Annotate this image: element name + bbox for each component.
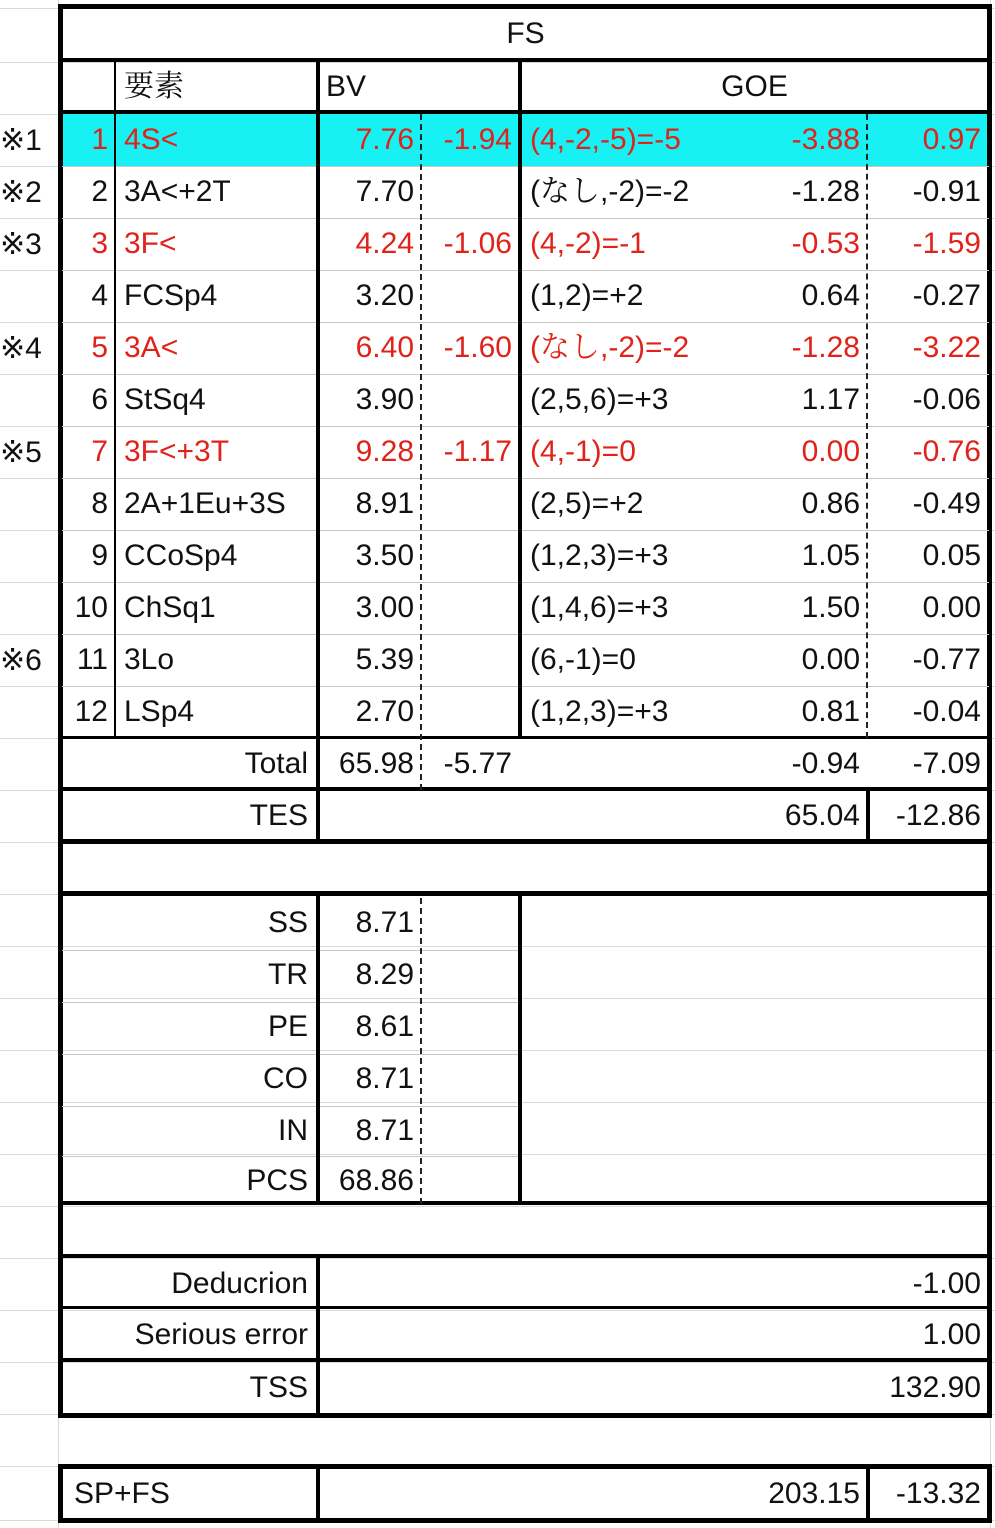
row-bv-adj[interactable] <box>422 582 520 634</box>
header-bv[interactable]: BV <box>326 70 367 103</box>
row-goe-value[interactable]: 0.00 <box>801 643 860 676</box>
row-element[interactable]: LSp4 <box>124 695 195 728</box>
row-bv-adj[interactable]: -1.94 <box>443 123 512 156</box>
header-goe[interactable]: GOE <box>721 70 788 103</box>
row-number[interactable]: 11 <box>76 643 108 676</box>
dashed-divider <box>420 898 422 1204</box>
row-bv-adj[interactable]: -1.17 <box>443 435 512 468</box>
row-element[interactable]: 3A< <box>124 331 179 364</box>
row-number[interactable]: 4 <box>91 279 108 312</box>
row-goe-calc[interactable]: (6,-1)=0 <box>530 643 636 676</box>
spfs-diff[interactable]: -13.32 <box>895 1477 981 1510</box>
row-separator <box>62 270 989 271</box>
row-number[interactable]: 9 <box>91 539 108 572</box>
border-line <box>62 1306 989 1309</box>
row-bv-adj[interactable] <box>422 270 520 322</box>
row-bv[interactable]: 3.20 <box>355 279 414 312</box>
row-goe-calc[interactable]: (4,-1)=0 <box>530 435 636 468</box>
row-separator <box>62 686 989 687</box>
row-diff[interactable]: 0.97 <box>922 123 981 156</box>
row-bv[interactable]: 9.28 <box>355 435 414 468</box>
border-line <box>114 62 116 738</box>
row-number[interactable]: 5 <box>91 331 108 364</box>
border-line <box>518 894 522 1204</box>
row-diff[interactable]: -0.76 <box>912 435 981 468</box>
row-separator <box>62 166 989 167</box>
row-bv[interactable]: 3.50 <box>355 539 414 572</box>
deduction-value[interactable]: -1.00 <box>912 1267 981 1300</box>
serious-error-value[interactable]: 1.00 <box>922 1318 981 1351</box>
row-goe-value[interactable]: -0.53 <box>791 227 860 260</box>
component-label[interactable]: IN <box>278 1114 308 1147</box>
tss-value[interactable]: 132.90 <box>889 1371 981 1404</box>
row-bv-adj[interactable] <box>422 478 520 530</box>
row-goe-value[interactable]: 1.50 <box>801 591 860 624</box>
row-goe-value[interactable]: 0.81 <box>801 695 860 728</box>
row-separator <box>62 478 989 479</box>
row-element[interactable]: FCSp4 <box>124 279 218 312</box>
row-diff[interactable]: -0.77 <box>912 643 981 676</box>
total-label[interactable]: Total <box>244 747 308 780</box>
row-bv-adj[interactable] <box>422 686 520 738</box>
row-element[interactable]: 3Lo <box>124 643 175 676</box>
component-label[interactable]: PCS <box>246 1164 308 1197</box>
border-line <box>518 62 522 738</box>
row-goe-calc[interactable]: (1,4,6)=+3 <box>530 591 669 624</box>
tss-label[interactable]: TSS <box>249 1371 308 1404</box>
row-diff[interactable]: -0.27 <box>912 279 981 312</box>
row-bv-adj[interactable]: -1.06 <box>443 227 512 260</box>
border-line <box>866 1468 870 1520</box>
tes-diff[interactable]: -12.86 <box>895 799 981 832</box>
total-bv-adj[interactable]: -5.77 <box>443 747 512 780</box>
row-goe-calc[interactable]: (1,2,3)=+3 <box>530 539 669 572</box>
border-line <box>316 1468 320 1520</box>
row-bv-adj[interactable] <box>422 634 520 686</box>
border-line <box>866 790 870 842</box>
border-line <box>62 58 989 62</box>
header-element[interactable]: 要素 <box>124 70 184 103</box>
row-bv-adj[interactable] <box>422 166 520 218</box>
row-diff[interactable]: -0.91 <box>912 175 981 208</box>
border-line <box>316 1258 320 1414</box>
row-goe-value[interactable]: -1.28 <box>791 175 860 208</box>
row-separator <box>62 1002 520 1003</box>
row-bv[interactable]: 8.91 <box>355 487 414 520</box>
component-value[interactable]: 8.61 <box>355 1010 414 1043</box>
row-diff[interactable]: -1.59 <box>912 227 981 260</box>
row-number[interactable]: 1 <box>91 123 108 156</box>
row-separator <box>62 1156 520 1157</box>
row-separator <box>62 218 989 219</box>
table-title[interactable]: FS <box>506 17 545 50</box>
tes-value[interactable]: 65.04 <box>784 799 860 832</box>
serious-error-label[interactable]: Serious error <box>134 1318 308 1351</box>
component-label[interactable]: SS <box>267 906 308 939</box>
deduction-label[interactable]: Deducrion <box>171 1267 308 1300</box>
tes-label[interactable]: TES <box>249 799 308 832</box>
gridline <box>0 1206 995 1207</box>
border-line <box>316 894 320 1204</box>
border-line <box>58 4 63 1418</box>
border-line <box>987 4 992 1418</box>
row-element[interactable]: 3F< <box>124 227 177 260</box>
row-goe-calc[interactable]: (なし,-2)=-2 <box>530 175 690 208</box>
border-line <box>58 4 992 9</box>
row-bv-adj[interactable] <box>422 530 520 582</box>
row-goe-calc[interactable]: (なし,-2)=-2 <box>530 331 690 364</box>
row-separator <box>62 1106 520 1107</box>
row-bv[interactable]: 5.39 <box>355 643 414 676</box>
row-goe-value[interactable]: 1.05 <box>801 539 860 572</box>
row-bv-adj[interactable] <box>422 374 520 426</box>
border-line <box>58 1413 992 1418</box>
row-goe-calc[interactable]: (2,5,6)=+3 <box>530 383 669 416</box>
row-note-mark: ※2 <box>0 175 42 209</box>
border-line <box>62 1254 989 1258</box>
border-line <box>62 839 989 844</box>
row-goe-calc[interactable]: (4,-2)=-1 <box>530 227 646 260</box>
row-element[interactable]: 2A+1Eu+3S <box>124 487 286 520</box>
row-separator <box>62 1054 520 1055</box>
component-value[interactable]: 8.71 <box>355 906 414 939</box>
row-bv-adj[interactable]: -1.60 <box>443 331 512 364</box>
row-bv[interactable]: 2.70 <box>355 695 414 728</box>
row-goe-calc[interactable]: (1,2,3)=+3 <box>530 695 669 728</box>
border-line <box>62 110 989 114</box>
border-line <box>58 1464 63 1523</box>
row-diff[interactable]: 0.00 <box>922 591 981 624</box>
total-goe[interactable]: -0.94 <box>791 747 860 780</box>
row-goe-calc[interactable]: (4,-2,-5)=-5 <box>530 123 681 156</box>
row-goe-value[interactable]: -3.88 <box>791 123 860 156</box>
component-value[interactable]: 68.86 <box>338 1164 414 1197</box>
spfs-value[interactable]: 203.15 <box>768 1477 860 1510</box>
border-line <box>62 787 989 791</box>
row-bv[interactable]: 7.70 <box>355 175 414 208</box>
component-value[interactable]: 8.71 <box>355 1062 414 1095</box>
row-note-mark: ※3 <box>0 227 42 261</box>
row-number[interactable]: 7 <box>91 435 108 468</box>
component-label[interactable]: CO <box>263 1062 308 1095</box>
row-element[interactable]: 3F<+3T <box>124 435 230 468</box>
row-diff[interactable]: -0.04 <box>912 695 981 728</box>
row-bv[interactable]: 7.76 <box>355 123 414 156</box>
row-separator <box>62 582 989 583</box>
component-value[interactable]: 8.29 <box>355 958 414 991</box>
row-diff[interactable]: -0.49 <box>912 487 981 520</box>
row-goe-value[interactable]: -1.28 <box>791 331 860 364</box>
border-line <box>62 891 989 896</box>
row-goe-value[interactable]: 0.00 <box>801 435 860 468</box>
row-diff[interactable]: 0.05 <box>922 539 981 572</box>
row-goe-value[interactable]: 0.86 <box>801 487 860 520</box>
row-separator <box>62 374 989 375</box>
row-element[interactable]: StSq4 <box>124 383 206 416</box>
row-number[interactable]: 2 <box>91 175 108 208</box>
row-element[interactable]: 3A<+2T <box>124 175 231 208</box>
row-number[interactable]: 10 <box>74 591 108 624</box>
component-value[interactable]: 8.71 <box>355 1114 414 1147</box>
row-separator <box>62 426 989 427</box>
dashed-divider <box>866 114 868 738</box>
row-goe-calc[interactable]: (1,2)=+2 <box>530 279 644 312</box>
row-separator <box>62 530 989 531</box>
row-note-mark: ※5 <box>0 435 42 469</box>
row-diff[interactable]: -0.06 <box>912 383 981 416</box>
row-note-mark: ※6 <box>0 643 42 677</box>
border-line <box>58 1518 992 1523</box>
row-goe-value[interactable]: 0.64 <box>801 279 860 312</box>
component-label[interactable]: TR <box>268 958 308 991</box>
border-line <box>62 1201 989 1205</box>
spfs-label[interactable]: SP+FS <box>74 1477 170 1510</box>
row-element[interactable]: CCoSp4 <box>124 539 238 572</box>
border-line <box>987 1464 992 1523</box>
border-line <box>316 62 320 842</box>
row-bv[interactable]: 3.90 <box>355 383 414 416</box>
row-number[interactable]: 3 <box>91 227 108 260</box>
row-separator <box>62 634 989 635</box>
dashed-divider <box>420 114 422 790</box>
total-bv[interactable]: 65.98 <box>338 747 414 780</box>
row-note-mark: ※4 <box>0 331 42 365</box>
row-note-mark: ※1 <box>0 123 42 157</box>
row-element[interactable]: ChSq1 <box>124 591 216 624</box>
border-line <box>58 1464 992 1469</box>
row-number[interactable]: 12 <box>74 695 108 728</box>
row-bv[interactable]: 4.24 <box>355 227 414 260</box>
row-diff[interactable]: -3.22 <box>912 331 981 364</box>
row-number[interactable]: 6 <box>91 383 108 416</box>
row-goe-value[interactable]: 1.17 <box>801 383 860 416</box>
row-element[interactable]: 4S< <box>124 123 179 156</box>
component-label[interactable]: PE <box>267 1010 308 1043</box>
total-diff[interactable]: -7.09 <box>912 747 981 780</box>
row-goe-calc[interactable]: (2,5)=+2 <box>530 487 644 520</box>
row-bv[interactable]: 3.00 <box>355 591 414 624</box>
border-line <box>62 1358 989 1362</box>
row-bv[interactable]: 6.40 <box>355 331 414 364</box>
border-line <box>62 736 989 739</box>
row-number[interactable]: 8 <box>91 487 108 520</box>
row-separator <box>62 322 989 323</box>
row-separator <box>62 950 520 951</box>
